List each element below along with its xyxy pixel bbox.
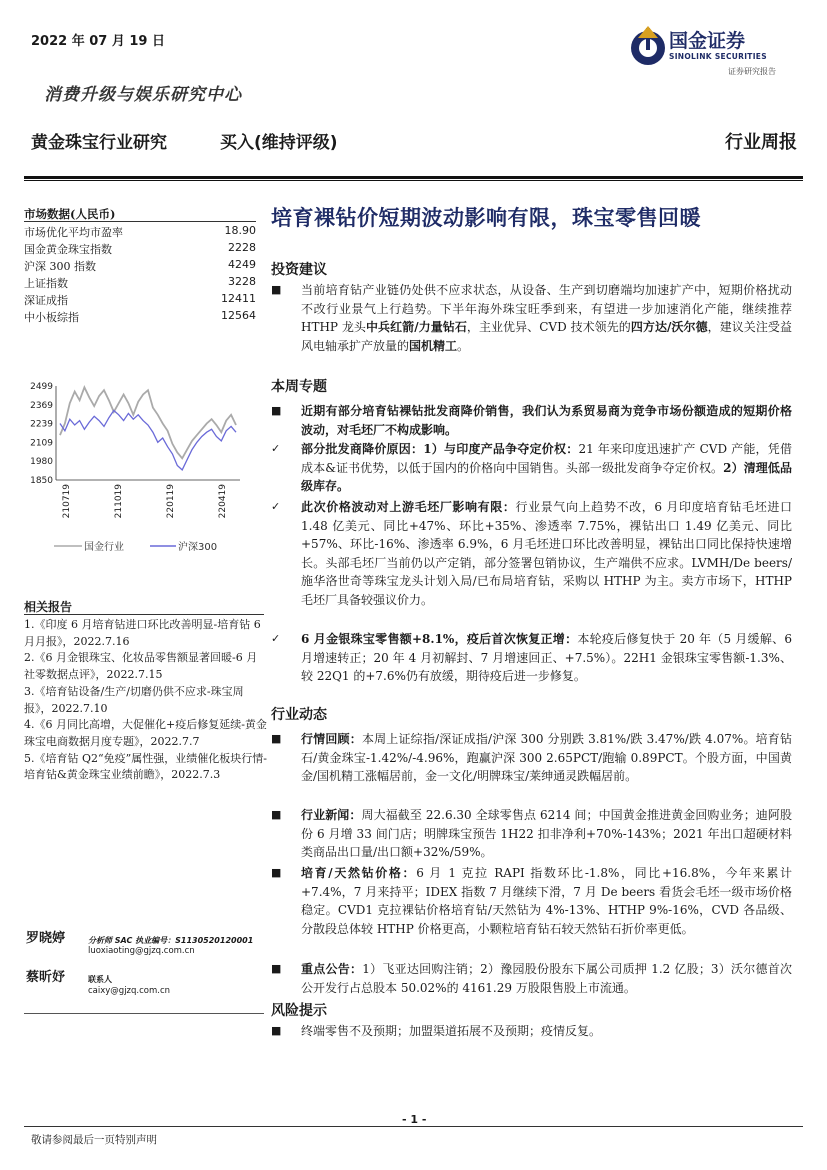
logo-en: SINOLINK SECURITIES (669, 52, 767, 61)
section-heading-invest: 投资建议 (271, 262, 327, 278)
market-label: 深证成指 (24, 294, 68, 307)
related-report-link[interactable]: 4.《6 月同比高增，大促催化+疫后修复延续-黄金珠宝电商数据月度专题》，2022.7.7 (24, 718, 267, 748)
market-row (24, 241, 256, 258)
report-type: 行业周报 (725, 132, 797, 153)
logo-cn: 国金证券 (669, 30, 746, 52)
index-chart (24, 368, 264, 568)
market-row (24, 309, 256, 326)
related-report-link[interactable]: 1.《印度 6 月培育钻进口环比改善明显-培育钻 6 月月报》，2022.7.16 (24, 618, 261, 648)
analyst-name: 蔡昕妤 (26, 970, 66, 985)
footer-divider (24, 1126, 803, 1127)
square-bullet-icon: ■ (271, 1024, 282, 1037)
square-bullet-icon: ■ (271, 283, 282, 296)
market-label: 沪深 300 指数 (24, 260, 96, 273)
header-divider (24, 176, 803, 179)
bullet-paragraph: ■ 培育/天然钻价格：6 月 1 克拉 RAPI 指数环比-1.8%，同比+16.8%，今年来累计+7.4%，7 月来持平；IDEX 指数 7 月继续下滑，7 月 De beers 看货会毛坯一级市场价格稳定。CVD1 克拉裸钻价格培育钻/天然钻为 4%-13%、HTHP 9%-16%，CVD 各品级、分散段总体较 HTHP 价格更高，小颗粒培育钻石较天然钻石折价率更低。 (271, 866, 792, 936)
report-date: 2022 年 07 月 19 日 (31, 34, 165, 49)
sinolink-logo-icon (628, 24, 668, 68)
bullet-paragraph: ■ 行情回顾：本周上证综指/深证成指/沪深 300 分别跌 3.81%/跌 3.47%/跌 4.07%。培育钻石/黄金珠宝-1.42%/-4.96%，跑赢沪深 300 2.65PCT/跑输 0.89PCT。个股方面，中国黄金/国机精工涨幅居前，金一文化/明牌珠宝/莱绅通灵跌幅居前。 (271, 732, 792, 784)
bullet-paragraph: ■ 重点公告：1）飞亚达回购注销；2）豫园股份股东下属公司质押 1.2 亿股；3）沃尔德首次公开发行占总股本 50.02%的 4161.29 万股限售股上市流通。 (271, 962, 792, 995)
analyst-role: 分析师 SAC 执业编号：S1130520120001 (88, 936, 254, 945)
research-center: 消费升级与娱乐研究中心 (44, 85, 242, 105)
market-label: 中小板综指 (24, 311, 79, 324)
sidebar-divider (24, 1013, 264, 1014)
chart-x-tick-label: 211019 (114, 484, 124, 519)
check-paragraph: ✓ 部分批发商降价原因：1）与印度产品争夺定价权：21 年来印度迅速扩产 CVD 产能，凭借成本&证书优势，以低于国内的价格向中国销售。头部一级批发商争夺定价权。2）清理低品级库存。 (271, 442, 793, 494)
page-number: - 1 - (402, 1113, 427, 1126)
chart-y-tick-label: 2109 (30, 438, 53, 449)
industry-title: 黄金珠宝行业研究 (31, 133, 167, 153)
chart-y-tick-label: 2239 (30, 419, 53, 430)
check-paragraph: ✓ 6 月金银珠宝零售额+8.1%，疫后首次恢复正增：本轮疫后修复快于 20 年（5 月缓解、6 月增速转正；20 年 4 月初解封、7 月增速回正、+7.5%）。22H1 金银珠宝零售额-1.3%、较 22Q1 的+7.6%仍有放缓，期待疫后进一步修复。 (271, 632, 793, 684)
section-heading-topic: 本周专题 (271, 379, 327, 395)
chart-legend-label: 国金行业 (84, 542, 124, 553)
square-bullet-icon: ■ (271, 962, 282, 975)
related-report-link[interactable]: 2.《6 月金银珠宝、化妆品零售额显著回暖-6 月社零数据点评》，2022.7.15 (24, 651, 258, 682)
bullet-paragraph: ■ 行业新闻：周大福截至 22.6.30 全球零售点 6214 间；中国黄金推进黄金回购业务；迪阿股份 6 月增 33 间门店；明牌珠宝预告 1H22 扣非净利+70%-143%；2021 年出口超硬材料类商品出口量/出口额+32%/59%。 (271, 808, 792, 860)
square-bullet-icon: ■ (271, 866, 282, 879)
chart-legend-label: 沪深300 (178, 542, 218, 553)
analyst-name: 罗晓婷 (26, 931, 66, 946)
square-bullet-icon: ■ (271, 732, 282, 745)
related-report-link[interactable]: 3.《培育钻设备/生产/切磨仍供不应求-珠宝周报》，2022.7.10 (24, 684, 244, 715)
market-value: 4249 (228, 258, 256, 271)
square-bullet-icon: ■ (271, 404, 282, 417)
chart-y-tick-label: 2499 (30, 382, 53, 392)
analyst-role: 联系人 (88, 975, 112, 984)
section-heading-risk: 风险提示 (271, 1003, 327, 1019)
chart-x-tick-label: 210719 (62, 484, 72, 519)
chart-y-tick-label: 1980 (30, 457, 53, 468)
related-reports-list (24, 617, 268, 784)
market-value: 2228 (228, 241, 256, 254)
chart-series-line (60, 411, 236, 470)
market-value: 3228 (228, 275, 256, 288)
check-icon: ✓ (271, 632, 281, 645)
related-divider (24, 614, 264, 615)
market-row (24, 275, 256, 292)
bullet-paragraph: ■ 当前培育钻产业链仍处供不应求状态，从设备、生产到切磨端均加速扩产中，短期价格扰动不改行业景气上行趋势。下半年海外珠宝旺季到来，有望进一步加速消化产能，继续推荐 HTHP 龙头中兵红箭/力量钻石，主业优异、CVD 技术领先的四方达/沃尔德，建议关注受益风电轴承扩产放量的国机精工。 (271, 283, 792, 353)
report-title: 培育裸钻价短期波动影响有限，珠宝零售回暖 (271, 205, 701, 230)
related-reports-title: 相关报告 (24, 600, 73, 614)
check-icon: ✓ (271, 442, 281, 455)
check-paragraph: ✓ 此次价格波动对上游毛坯厂影响有限：行业景气向上趋势不改，6 月印度培育钻毛坯进口 1.48 亿美元、同比+47%、环比+35%、渗透率 7.75%，裸钻出口 1.49 亿美元、同比+57%、环比-16%、渗透率 6.9%，6 月毛坯进口环比改善明显，裸钻出口同比保持快速增长。头部毛坯厂当前仍以产定销，部分签署包销协议，生产端供不应求。LVMH/De beers/施华洛世奇等珠宝龙头计划入局/已布局培育钻，采购以 HTHP 为主。卖方市场下，HTHP 毛坯厂具备较强议价力。 (271, 500, 792, 607)
bullet-paragraph: ■ 终端零售不及预期；加盟渠道拓展不及预期；疫情反复。 (271, 1022, 792, 1041)
market-value: 18.90 (224, 224, 256, 237)
chart-x-tick-label: 220419 (218, 484, 228, 519)
market-row (24, 224, 256, 241)
chart-series-line (60, 387, 236, 458)
footer-disclaimer: 敬请参阅最后一页特别声明 (31, 1134, 157, 1146)
market-divider (24, 221, 256, 222)
bullet-paragraph: ■ 近期有部分培育钻裸钻批发商降价销售，我们认为系贸易商为竞争市场份额造成的短期价格波动，对毛坯厂不构成影响。 (271, 404, 792, 437)
logo-subtitle: 证券研究报告 (728, 67, 776, 76)
square-bullet-icon: ■ (271, 808, 282, 821)
market-label: 国金黄金珠宝指数 (24, 243, 112, 256)
header-divider-thin (24, 180, 803, 181)
related-report-link[interactable]: 5.《培育钻 Q2“免疫”属性强，业绩催化板块行情-培育钻&黄金珠宝业绩前瞻》，2022.7.3 (24, 751, 267, 782)
market-value: 12564 (221, 309, 256, 322)
market-row (24, 292, 256, 309)
rating: 买入(维持评级) (220, 133, 338, 153)
section-heading-dynamics: 行业动态 (271, 707, 327, 723)
chart-y-tick-label: 1850 (30, 476, 53, 486)
market-data-title: 市场数据(人民币) (24, 207, 116, 221)
analyst-email[interactable]: luoxiaoting@gjzq.com.cn (88, 946, 195, 956)
market-label: 上证指数 (24, 277, 68, 290)
chart-x-tick-label: 220119 (166, 484, 176, 519)
chart-y-tick-label: 2369 (30, 400, 53, 411)
check-icon: ✓ (271, 500, 281, 513)
market-row (24, 258, 256, 275)
analyst-email[interactable]: caixy@gjzq.com.cn (88, 986, 171, 996)
market-label: 市场优化平均市盈率 (24, 226, 123, 239)
market-value: 12411 (221, 292, 256, 305)
